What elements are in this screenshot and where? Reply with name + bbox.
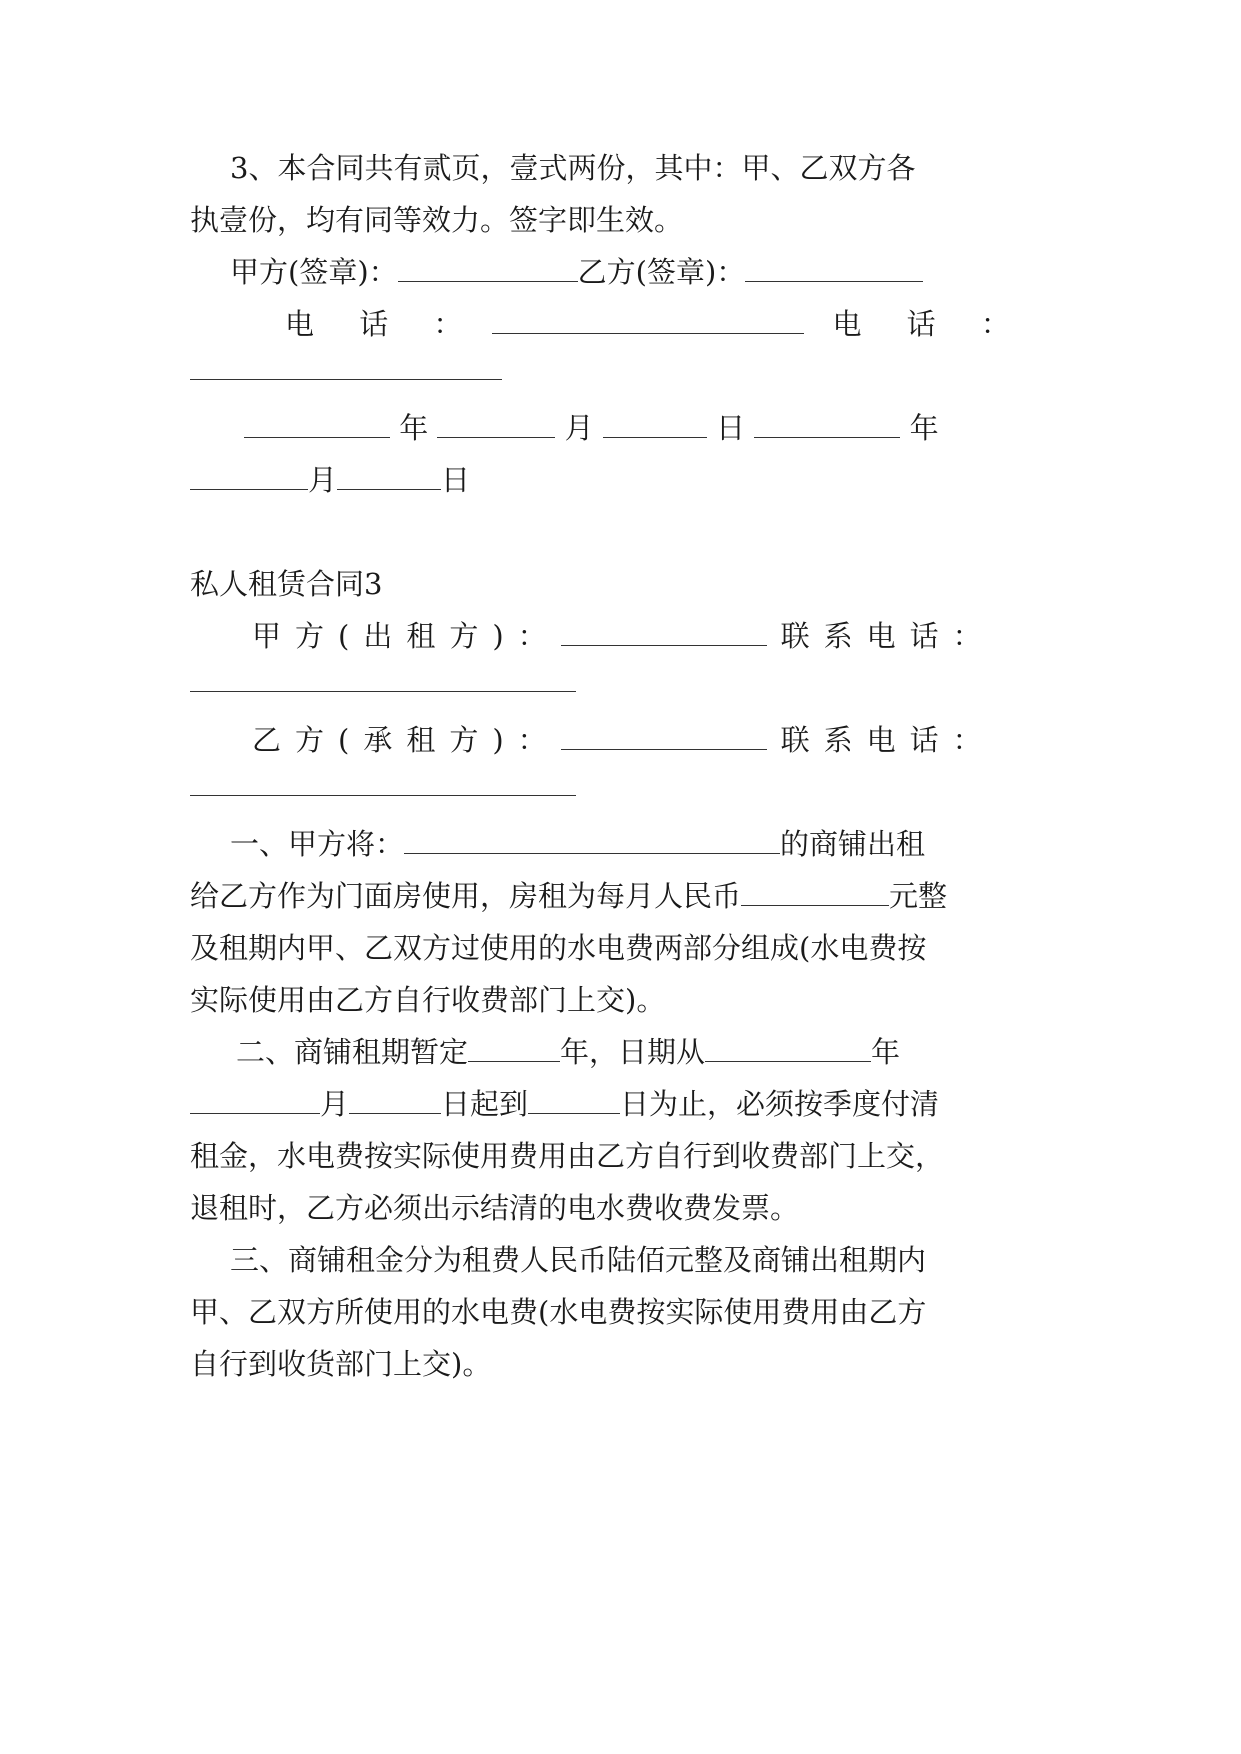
date-b-day-label: 日 xyxy=(441,463,471,497)
section-2-line-1 xyxy=(236,1034,900,1070)
party-b-line xyxy=(252,722,996,758)
date-a-month-blank xyxy=(437,411,555,438)
party-a-line xyxy=(252,618,996,654)
date-a-year-label: 年 xyxy=(399,411,429,445)
section-2-line-3: 租金，水电费按实际使用费用由乙方自行到收费部门上交， xyxy=(190,1139,945,1173)
section-2-text-d: 月 xyxy=(320,1087,350,1121)
party-a-phone-label: 电 话 ： xyxy=(285,307,481,341)
start-year-blank xyxy=(705,1035,871,1062)
date-b-day-blank xyxy=(337,463,441,490)
term-years-blank xyxy=(468,1035,560,1062)
party-a-contact-label: 联系电话： xyxy=(780,619,996,653)
section-1-line-3: 及租期内甲、乙双方过使用的水电费两部分组成(水电费按 xyxy=(190,931,927,965)
section-2-text-b: 年，日期从 xyxy=(560,1035,706,1069)
date-line-continued xyxy=(190,462,470,498)
rent-amount-blank xyxy=(741,879,889,906)
section-1-line-4: 实际使用由乙方自行收费部门上交)。 xyxy=(190,983,666,1017)
contract-3-title: 私人租赁合同3 xyxy=(190,567,383,601)
date-b-year-blank xyxy=(754,411,900,438)
clause-3-line-1: 3、本合同共有贰页，壹式两份，其中：甲、乙双方各 xyxy=(230,151,916,185)
date-b-month-blank xyxy=(190,463,308,490)
party-a-phone-blank xyxy=(492,307,804,334)
party-a-label: 甲方(出租方)： xyxy=(252,619,561,653)
phone-line xyxy=(285,306,1028,342)
shop-address-blank xyxy=(404,827,780,854)
date-line xyxy=(244,410,939,446)
party-b-label: 乙方(承租方)： xyxy=(252,723,561,757)
party-b-phone-blank xyxy=(190,353,502,380)
section-2-line-4: 退租时，乙方必须出示结清的电水费收费发票。 xyxy=(190,1191,800,1225)
section-3-line-1: 三、商铺租金分为租费人民币陆佰元整及商铺出租期内 xyxy=(230,1243,927,1277)
date-a-day-label: 日 xyxy=(716,411,746,445)
date-a-year-blank xyxy=(244,411,390,438)
party-a-contact-blank xyxy=(190,665,576,692)
section-3-line-3: 自行到收货部门上交)。 xyxy=(190,1347,492,1381)
section-2-line-2 xyxy=(190,1086,939,1122)
section-3-line-2: 甲、乙双方所使用的水电费(水电费按实际使用费用由乙方 xyxy=(190,1295,927,1329)
end-day-blank xyxy=(528,1087,620,1114)
section-2-text-a: 二、商铺租期暂定 xyxy=(236,1035,469,1069)
party-b-phone-label: 电 话 ： xyxy=(832,307,1028,341)
party-b-line-continued xyxy=(190,768,576,804)
start-month-blank xyxy=(190,1087,320,1114)
clause-3-line-2: 执壹份，均有同等效力。签字即生效。 xyxy=(190,203,684,237)
party-a-line-continued xyxy=(190,664,576,700)
section-2-text-f: 日为止，必须按季度付清 xyxy=(620,1087,940,1121)
section-1-text-c: 给乙方作为门面房使用，房租为每月人民币 xyxy=(190,879,742,913)
party-b-contact-label: 联系电话： xyxy=(780,723,996,757)
section-2-text-c: 年 xyxy=(871,1035,901,1069)
section-1-line-1 xyxy=(230,826,925,862)
section-1-text-b: 的商铺出租 xyxy=(780,827,926,861)
section-1-text-d: 元整 xyxy=(889,879,948,913)
section-1-line-2 xyxy=(190,878,947,914)
section-2-text-e: 日起到 xyxy=(441,1087,529,1121)
date-a-day-blank xyxy=(603,411,707,438)
party-a-name-blank xyxy=(561,619,767,646)
date-a-month-label: 月 xyxy=(564,411,594,445)
signature-line xyxy=(230,254,923,290)
party-b-contact-blank xyxy=(190,769,576,796)
start-day-blank xyxy=(349,1087,441,1114)
party-a-signature-blank xyxy=(398,255,578,282)
date-b-year-label: 年 xyxy=(909,411,939,445)
date-b-month-label: 月 xyxy=(308,463,338,497)
party-b-signature-blank xyxy=(745,255,923,282)
party-a-signature-label: 甲方(签章)： xyxy=(230,255,398,289)
party-b-signature-label: 乙方(签章)： xyxy=(577,255,746,289)
section-1-text-a: 一、甲方将： xyxy=(230,827,405,861)
phone-line-continued xyxy=(190,352,502,388)
party-b-name-blank xyxy=(561,723,767,750)
